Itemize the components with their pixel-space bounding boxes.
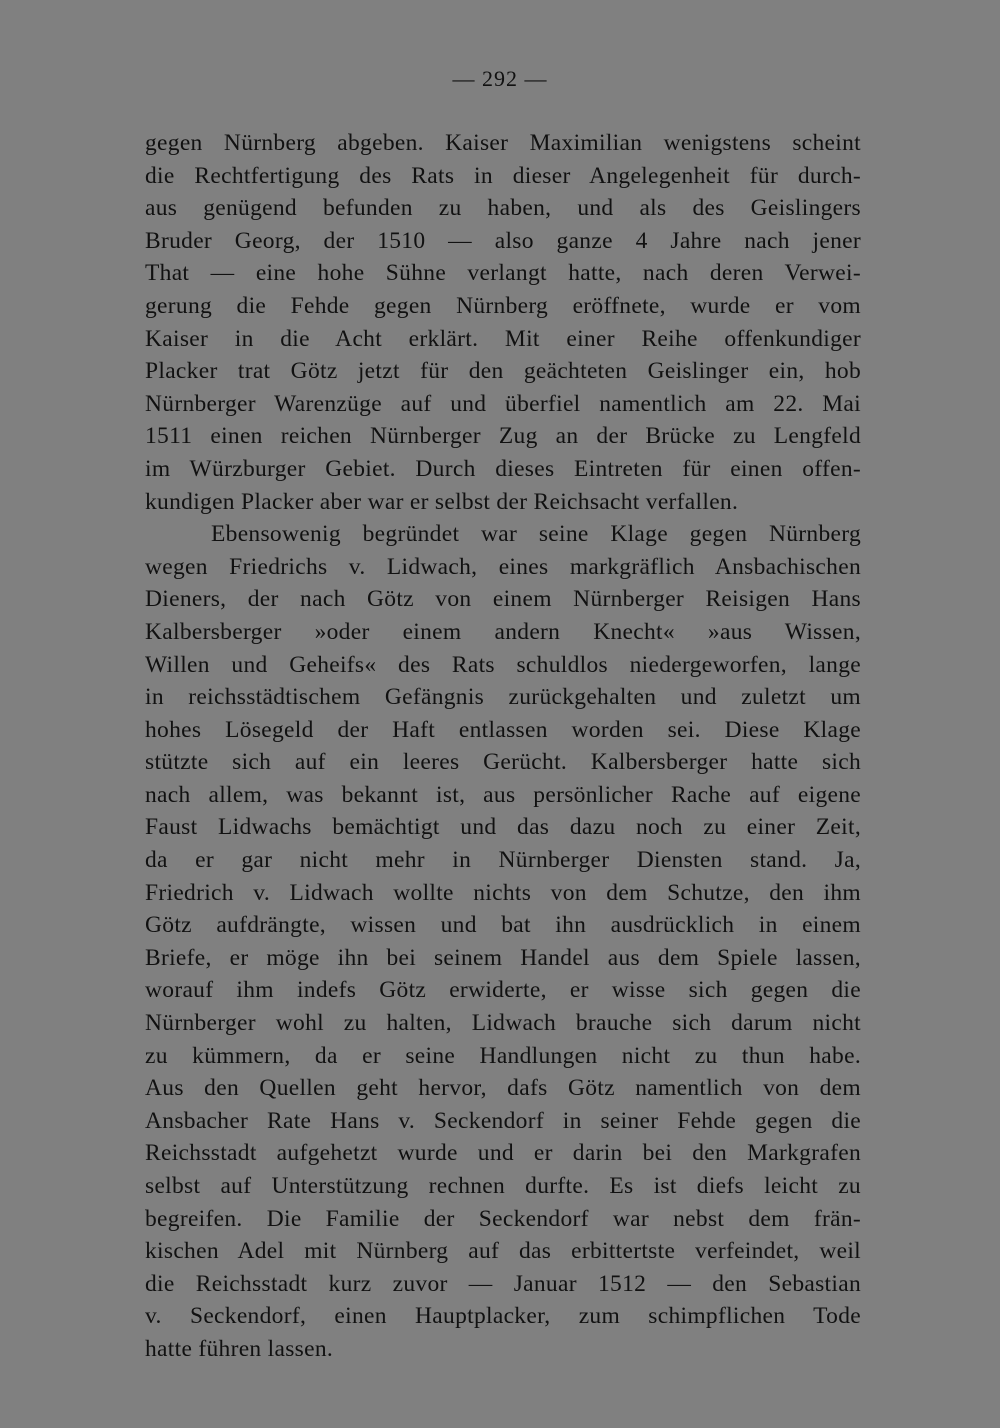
text-line: Aus den Quellen geht hervor, dafs Götz namentlich von dem <box>145 1075 861 1102</box>
text-line: Kalbersberger »oder einem andern Knecht« »aus Wissen, <box>145 618 861 645</box>
body-text <box>145 127 861 1366</box>
text-line: gerung die Fehde gegen Nürnberg eröffnete, wurde er vom <box>145 292 861 319</box>
text-line: hatte führen lassen. <box>145 1335 334 1362</box>
text-line: hohes Lösegeld der Haft entlassen worden sei. Diese Klage <box>145 716 861 743</box>
text-line: die Reichsstadt kurz zuvor — Januar 1512 — den Sebastian <box>145 1270 861 1297</box>
text-line: Willen und Geheifs« des Rats schuldlos niedergeworfen, lange <box>145 651 861 678</box>
text-line: Nürnberger wohl zu halten, Lidwach brauche sich darum nicht <box>145 1010 861 1037</box>
text-line: That — eine hohe Sühne verlangt hatte, nach deren Verwei- <box>145 260 861 287</box>
text-line: begreifen. Die Familie der Seckendorf war nebst dem frän- <box>145 1205 861 1232</box>
paragraph-start-line: Ebensowenig begründet war seine Klage gegen Nürnberg <box>211 521 861 548</box>
page-number: — 292 — <box>452 66 548 91</box>
text-line: kundigen Placker aber war er selbst der Reichsacht verfallen. <box>145 488 739 515</box>
text-line: Faust Lidwachs bemächtigt und das dazu noch zu einer Zeit, <box>145 814 861 841</box>
text-line: Dieners, der nach Götz von einem Nürnberger Reisigen Hans <box>145 586 861 613</box>
text-line: Briefe, er möge ihn bei seinem Handel aus dem Spiele lassen, <box>145 944 861 971</box>
text-line: wegen Friedrichs v. Lidwach, eines markgräflich Ansbachischen <box>145 553 861 580</box>
text-line: zu kümmern, da er seine Handlungen nicht zu thun habe. <box>145 1042 861 1069</box>
text-line: nach allem, was bekannt ist, aus persönlicher Rache auf eigene <box>145 781 861 808</box>
text-line: Kaiser in die Acht erklärt. Mit einer Reihe offenkundiger <box>145 325 861 352</box>
text-line: Ansbacher Rate Hans v. Seckendorf in seiner Fehde gegen die <box>145 1107 861 1134</box>
text-line: kischen Adel mit Nürnberg auf das erbittertste verfeindet, weil <box>145 1238 861 1265</box>
text-line: 1511 einen reichen Nürnberger Zug an der Brücke zu Lengfeld <box>145 423 861 450</box>
text-line: im Würzburger Gebiet. Durch dieses Eintreten für einen offen- <box>145 455 861 482</box>
text-line: worauf ihm indefs Götz erwiderte, er wisse sich gegen die <box>145 977 861 1004</box>
text-line: Placker trat Götz jetzt für den geächteten Geislinger ein, hob <box>145 358 861 385</box>
text-line: Götz aufdrängte, wissen und bat ihn ausdrücklich in einem <box>145 912 861 939</box>
text-line: Friedrich v. Lidwach wollte nichts von dem Schutze, den ihm <box>145 879 861 906</box>
text-line: gegen Nürnberg abgeben. Kaiser Maximilian wenigstens scheint <box>145 130 861 156</box>
text-line: in reichsstädtischem Gefängnis zurückgehalten und zuletzt um <box>145 684 861 711</box>
text-line: die Rechtfertigung des Rats in dieser Angelegenheit für durch- <box>145 162 861 189</box>
text-line: stützte sich auf ein leeres Gerücht. Kalbersberger hatte sich <box>145 749 861 776</box>
text-line: v. Seckendorf, einen Hauptplacker, zum schimpflichen Tode <box>145 1303 861 1330</box>
text-line: aus genügend befunden zu haben, und als des Geislingers <box>145 195 861 222</box>
text-line: Nürnberger Warenzüge auf und überfiel namentlich am 22. Mai <box>145 390 861 417</box>
text-line: selbst auf Unterstützung rechnen durfte. Es ist diefs leicht zu <box>145 1173 861 1199</box>
text-line: Bruder Georg, der 1510 — also ganze 4 Jahre nach jener <box>145 227 861 254</box>
text-line: Reichsstadt aufgehetzt wurde und er darin bei den Markgrafen <box>145 1140 861 1167</box>
text-line: da er gar nicht mehr in Nürnberger Diensten stand. Ja, <box>145 847 861 874</box>
